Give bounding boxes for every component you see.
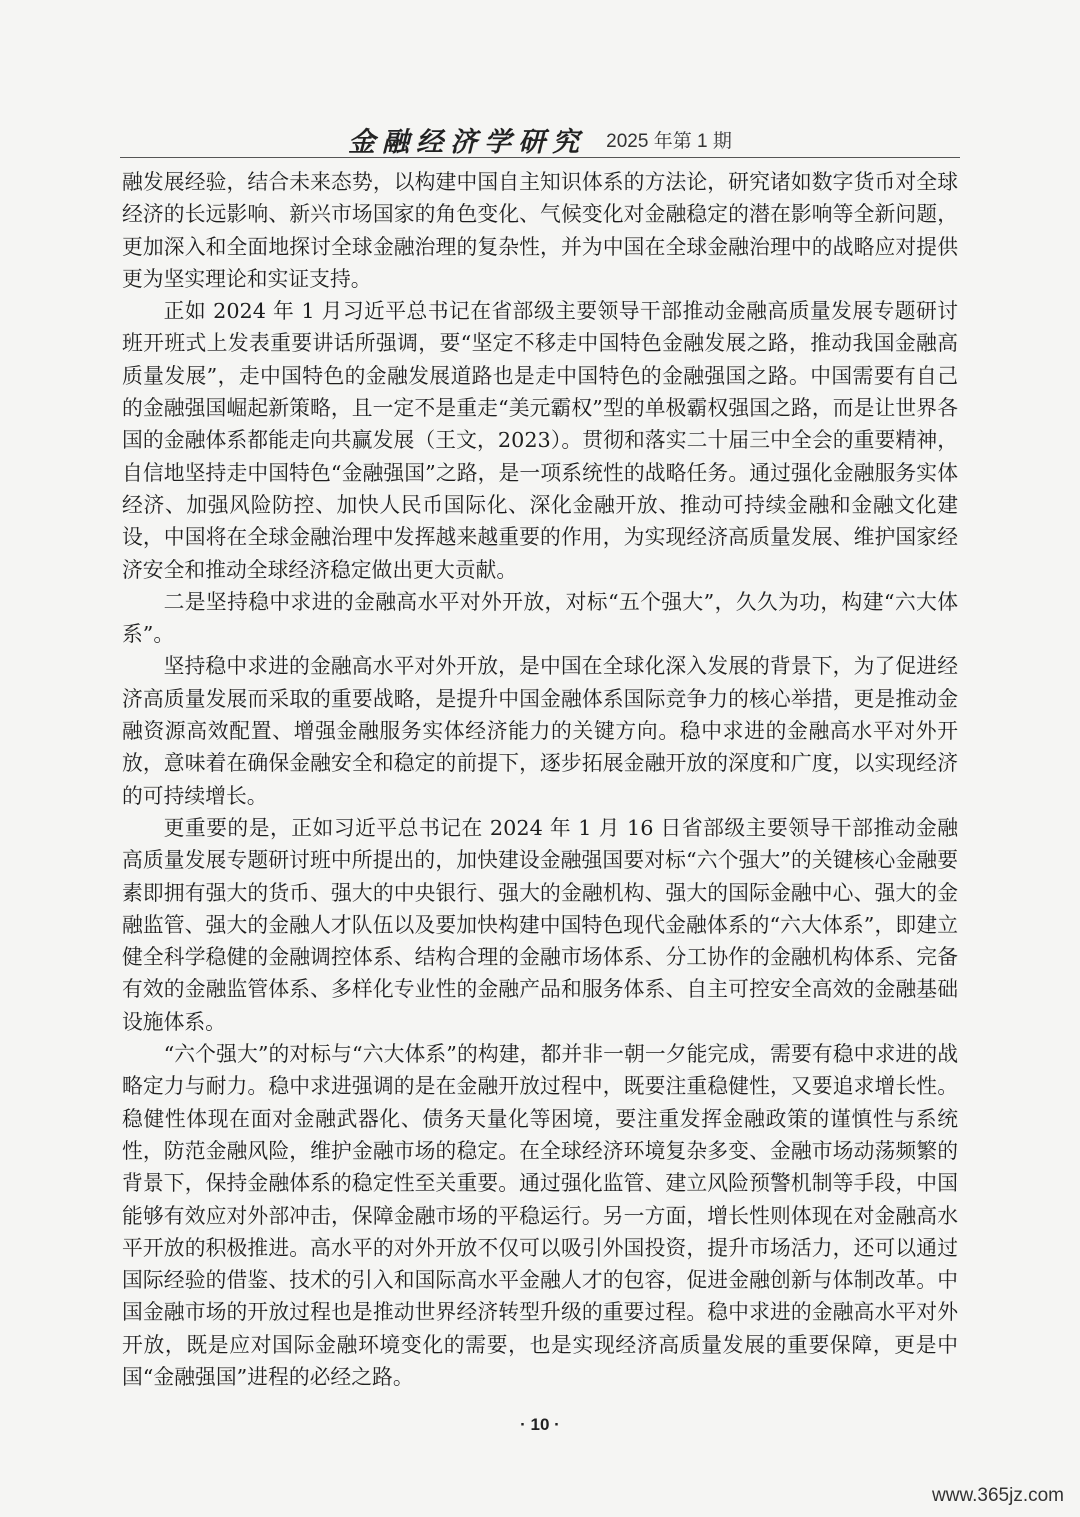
issue-label: 2025 年第 1 期 [606, 130, 732, 152]
paragraph: 更重要的是，正如习近平总书记在 2024 年 1 月 16 日省部级主要领导干部推动金融高质量发展专题研讨班中所提出的，加快建设金融强国要对标“六个强大”的关键核心金融要素即拥有强大的货币、强大的中央银行、强大的金融机构、强大的国际金融中心、强大的金融监管、强大的金融人才队伍以及要加快构建中国特色现代金融体系的“六大体系”，即建立健全科学稳健的金融调控体系、结构合理的金融市场体系、分工协作的金融机构体系、完备有效的金融监管体系、多样化专业性的金融产品和服务体系、自主可控安全高效的金融基础设施体系。 [122, 815, 958, 1034]
paragraph: 二是坚持稳中求进的金融高水平对外开放，对标“五个强大”，久久为功，构建“六大体系”。 [122, 589, 958, 647]
journal-name: 金融经济学研究 [348, 126, 587, 158]
page-number: · 10 · [520, 1415, 560, 1434]
paragraph: “六个强大”的对标与“六大体系”的构建，都并非一朝一夕能完成，需要有稳中求进的战略定力与耐力。稳中求进强调的是在金融开放过程中，既要注重稳健性，又要追求增长性。稳健性体现在面对金融武器化、债务天量化等困境，要注重发挥金融政策的谨慎性与系统性，防范金融风险，维护金融市场的稳定。在全球经济环境复杂多变、金融市场动荡频繁的背景下，保持金融体系的稳定性至关重要。通过强化监管、建立风险预警机制等手段，中国能够有效应对外部冲击，保障金融市场的平稳运行。另一方面，增长性则体现在对金融高水平开放的积极推进。高水平的对外开放不仅可以吸引外国投资，提升市场活力，还可以通过国际经验的借鉴、技术的引入和国际高水平金融人才的包容，促进金融创新与体制改革。中国金融市场的开放过程也是推动世界经济转型升级的重要过程。稳中求进的金融高水平对外开放，既是应对国际金融环境变化的需要，也是实现经济高质量发展的重要保障，更是中国“金融强国”进程的必经之路。 [122, 1042, 958, 1389]
header-divider [120, 157, 960, 158]
paragraph: 坚持稳中求进的金融高水平对外开放，是中国在全球化深入发展的背景下，为了促进经济高质量发展而采取的重要战略，是提升中国金融体系国际竞争力的核心举措，更是推动金融资源高效配置、增强金融服务实体经济能力的关键方向。稳中求进的金融高水平对外开放，意味着在确保金融安全和稳定的前提下，逐步拓展金融开放的深度和广度，以实现经济的可持续增长。 [122, 654, 958, 808]
running-header [120, 118, 960, 160]
paragraph: 融发展经验，结合未来态势，以构建中国自主知识体系的方法论，研究诸如数字货币对全球经济的长远影响、新兴市场国家的角色变化、气候变化对金融稳定的潜在影响等全新问题，更加深入和全面地探讨全球金融治理的复杂性，并为中国在全球金融治理中的战略应对提供更为坚实理论和实证支持。 [122, 170, 958, 291]
watermark-url: www.365jz.com [932, 1485, 1064, 1506]
paragraph: 正如 2024 年 1 月习近平总书记在省部级主要领导干部推动金融高质量发展专题研讨班开班式上发表重要讲话所强调，要“坚定不移走中国特色金融发展之路，推动我国金融高质量发展”，走中国特色的金融发展道路也是走中国特色的金融强国之路。中国需要有自己的金融强国崛起新策略，且一定不是重走“美元霸权”型的单极霸权强国之路，而是让世界各国的金融体系都能走向共赢发展（王文，2023）。贯彻和落实二十届三中全会的重要精神，自信地坚持走中国特色“金融强国”之路，是一项系统性的战略任务。通过强化金融服务实体经济、加强风险防控、加快人民币国际化、深化金融开放、推动可持续金融和金融文化建设，中国将在全球金融治理中发挥越来越重要的作用，为实现经济高质量发展、维护国家经济安全和推动全球经济稳定做出更大贡献。 [122, 299, 958, 582]
article-body [122, 166, 958, 1393]
